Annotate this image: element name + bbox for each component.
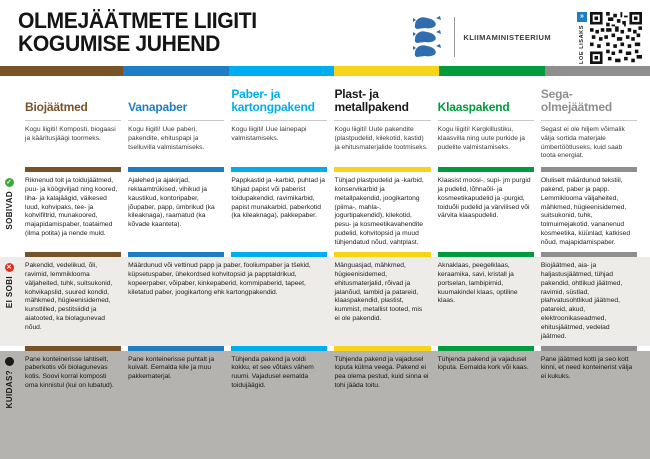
row-sobivad xyxy=(0,172,650,252)
page-title xyxy=(18,10,257,56)
ministry-brand xyxy=(412,16,551,58)
column-header-vanapaber: Vanapaber xyxy=(128,88,224,121)
row-kuidas xyxy=(0,351,650,459)
color-bar-plast xyxy=(334,66,439,76)
row-label-text: EI SOBI xyxy=(4,276,14,309)
qr-code xyxy=(590,12,642,64)
cell-sobivad-kartong: Pappkastid ja -karbid, puhtad ja tühjad papist või paberist toidupakendid, ravimikarbid, papist munakarbid, paberkotid (ka kileaknaga), pakkepaber. xyxy=(231,177,326,220)
cell-kuidas-vanapaber: Pane konteinerisse puhtalt ja kuivalt. Eemalda kile ja muu pakkematerjal. xyxy=(128,355,215,381)
cell-sobivad-vanapaber: Ajalehed ja ajakirjad, reklaamtrükised, vihikud ja kaustikud, kontoripaber, jõupaber, papp, ümbrikud (ka kileaknaga), raamatud (ka kõvade kaanteta). xyxy=(128,177,215,229)
row-label-sobivad xyxy=(0,172,18,252)
column-description-sega: Segast ei ole hiljem võimalik välja sortida materjale ümbertöötluseks, kuid saab toota energiat. xyxy=(540,126,625,160)
column-description-klaas: Kogu liigiti! Kergkillustiku, klaasvilla ning uute purkide ja pudelite valmistamiseks. xyxy=(437,126,526,151)
row-label-ei-sobi xyxy=(0,257,18,346)
masthead xyxy=(0,0,650,66)
check-icon: ✓ xyxy=(6,179,12,186)
x-icon: ✕ xyxy=(6,264,12,271)
column-description-kartong: Kogu liigiti! Uue lainepapi valmistamiseks. xyxy=(231,126,307,142)
column-header-sega: Sega- olmejäätmed xyxy=(541,88,637,121)
cell-eisobi-paber-kartong: Määrdunud või vettinud papp ja paber, fooliumpaber ja tšekid, küpsetuspaber, ühekordsed kohvitopsid ja papptaldrikud, kopeerpaber, võipaber, kinkepaberid, kommipaberid, tapeet, kiletatud paber, joogikartong ehk kartongpakendid. xyxy=(128,262,311,296)
color-bar-klaas xyxy=(439,66,544,76)
cell-kuidas-klaas: Tühjenda pakend ja vajadusel loputa. Eemalda kork või kaas. xyxy=(437,355,529,372)
color-bar-bio xyxy=(0,66,123,76)
row-label-kuidas xyxy=(0,351,18,459)
cell-kuidas-sega: Pane jäätmed kotti ja seo kott kinni, et need konteinerist välja ei kukuks. xyxy=(540,355,633,381)
color-bar-kartong xyxy=(229,66,334,76)
row-label-text: SOBIVAD xyxy=(4,191,14,230)
category-color-bar xyxy=(0,66,650,76)
brand-divider xyxy=(454,17,455,57)
color-bar-vanapaber xyxy=(123,66,228,76)
column-header-row xyxy=(0,76,650,167)
cell-eisobi-klaas: Aknaklaas, peegelklaas, keraamika, savi, kristall ja portselan, lambipirnid, kuumakindel klaas, optiline klaas. xyxy=(437,262,518,305)
cell-kuidas-bio: Pane konteinerisse lahtiselt, paberkotis või biolagunevas kotis. Soovi korral komposti oma kinnistul (kui on lubatud). xyxy=(25,355,114,390)
estonian-coat-of-arms-icon xyxy=(412,16,446,58)
qr-block xyxy=(577,12,642,64)
row-label-text: KUIDAS? xyxy=(4,369,14,408)
cell-sobivad-klaas: Klaasist moosi-, supi- jm purgid ja pudelid, lõhnaõli- ja kosmeetikapudelid ja -purgid, toiduõli pudelid ja värvilised või värvita klaaspudelid. xyxy=(437,177,531,220)
cell-eisobi-sega: Biojäätmed, aia- ja haljastusjäätmed, tühjad pakendid, ohtlikud jäätmed, ravimid, süstlad, plahvatusohtlikud jäätmed, patareid, akud, elektroonikaseadmed, ehitusjäätmed, vedelad jäätmed. xyxy=(540,262,623,340)
column-description-plast: Kogu liigiti! Uute pakendite (plastpudelid, kilekotid, kastid) ja ehitusmaterjalide tootmiseks. xyxy=(334,126,428,151)
cell-eisobi-bio: Pakendid, vedelikud, õli, ravimid, lemmiklooma väljaheited, tuhk, suitsukonid, kohvikapslid, suured kondid, mähkmed, hügieenisidemed, kunstlilled, pestitsiidid ja aiatooted, ka biolagunevad nõud. xyxy=(25,262,113,331)
color-bar-sega xyxy=(545,66,650,76)
cell-sobivad-bio: Riknenud toit ja toidujäätmed, puu- ja köögiviljad ning koored, liha- ja kalajäägid, väikesed luud, kohvipaks, tee- ja kohvifiltrid, munakoored, majapidamispaber, toataimed (ilma potita) ja nende muld. xyxy=(25,177,118,238)
ministry-name: KLIIMAMINISTEERIUM xyxy=(463,32,551,42)
cell-eisobi-plast: Mänguasjad, mähkmed, hügieenisidemed, ehitusmaterjalid, rõivad ja jalanõud, lambid ja patareid, klaaspakendid, plastist, kummist, metallist tooted, mis ei ole pakendid. xyxy=(334,262,423,323)
page-title-line2: KOGUMISE JUHEND xyxy=(18,30,220,56)
column-header-klaas: Klaaspakend xyxy=(438,88,534,121)
column-header-bio: Biojäätmed xyxy=(25,88,121,121)
column-header-plast: Plast- ja metallpakend xyxy=(334,88,430,121)
column-description-vanapaber: Kogu liigiti! Uue paberi, pakendite, ehituspapi ja tselluvilla valmistamiseks. xyxy=(128,126,205,151)
cell-sobivad-sega: Oluliselt määrdunud tekstiil, pakend, paber ja papp. Lemmiklooma väljaheited, mähkmed, hügieenisidemed, suitsukonid, tuhk, tolmuimejakotid, vananenud kosmeetika, küünlad, katkised nõud, majapidamispaber. xyxy=(540,177,631,246)
cell-kuidas-plast: Tühjenda pakend ja vajadusel loputa külma veega. Pakend ei pea olema pestud, kuid sinna ei tohi jääda toitu. xyxy=(334,355,429,390)
page-title-line1: OLMEJÄÄTMETE LIIGITI xyxy=(18,8,257,33)
cell-sobivad-plast: Tühjad plastpudelid ja -karbid, konservikarbid ja metallpakendid, joogikartong (piima-, mahla-, jogurtipakendid), kilekotid, pesu- ja kosmeetikavahendite pudelid, kohvitopsid ja muud tühjendatud nõud, vahtplast. xyxy=(334,177,424,246)
column-description-bio: Kogu liigiti! Komposti, biogaasi ja kääritusjäägi toormeks. xyxy=(25,126,116,142)
column-header-kartong: Paber- ja kartongpakend xyxy=(231,88,327,121)
dot-icon xyxy=(5,357,14,366)
row-ei-sobi xyxy=(0,257,650,346)
cell-kuidas-kartong: Tühjenda pakend ja voldi kokku, et see võtaks vähem ruumi. Vajadusel eemalda toidujäägid. xyxy=(231,355,314,390)
arrow-chip-icon: » xyxy=(577,12,587,22)
qr-caption: LOE LISAKS xyxy=(579,25,585,65)
